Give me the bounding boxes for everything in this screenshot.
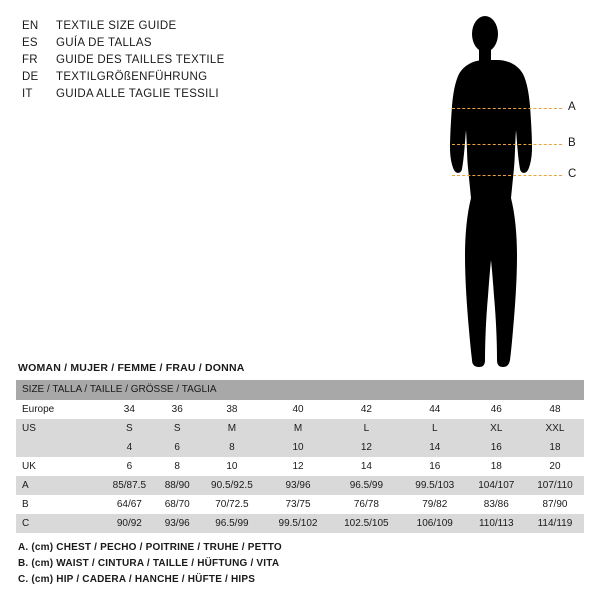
title-row [22,35,352,52]
cell: M [266,419,330,438]
table-row [16,495,584,514]
cell: 114/119 [526,514,584,533]
cell: M [198,419,266,438]
cell: 93/96 [266,476,330,495]
cell: 6 [157,438,198,457]
cell: 93/96 [157,514,198,533]
title-block [22,18,352,103]
cell: 99.5/103 [403,476,467,495]
measure-label-c: C [568,168,577,180]
size-table [16,380,584,533]
female-body-silhouette-icon [420,8,550,378]
title-text: TEXTILGRÖßENFÜHRUNG [56,71,208,83]
cell: 44 [403,400,467,419]
cell: 10 [198,457,266,476]
cell: 48 [526,400,584,419]
legend-line-b: B. (cm) WAIST / CINTURA / TAILLE / HÜFTUNG / VITA [18,558,280,569]
title-text: TEXTILE SIZE GUIDE [56,20,177,32]
table-row [16,438,584,457]
title-lang-code: EN [22,20,39,32]
title-lang-code: ES [22,37,38,49]
measure-line-b [452,144,562,145]
cell: 107/110 [526,476,584,495]
title-text: GUIDA ALLE TAGLIE TESSILI [56,88,219,100]
cell: 36 [157,400,198,419]
cell: 68/70 [157,495,198,514]
legend-line-c: C. (cm) HIP / CADERA / HANCHE / HÜFTE / HIPS [18,574,256,585]
measure-label-a: A [568,101,576,113]
cell: 87/90 [526,495,584,514]
cell: L [403,419,467,438]
cell: 96.5/99 [198,514,266,533]
cell: 20 [526,457,584,476]
cell: 90.5/92.5 [198,476,266,495]
cell: 40 [266,400,330,419]
cell: 42 [330,400,403,419]
title-row [22,52,352,69]
table-row [16,457,584,476]
row-label: B [16,495,102,514]
legend-line-a: A. (cm) CHEST / PECHO / POITRINE / TRUHE / PETTO [18,542,282,553]
title-row [22,18,352,35]
cell: 88/90 [157,476,198,495]
cell: XXL [526,419,584,438]
cell: S [157,419,198,438]
cell: 64/67 [102,495,157,514]
measure-line-a [452,108,562,109]
cell: 14 [330,457,403,476]
legend [18,540,578,588]
row-label [16,438,102,457]
cell: 76/78 [330,495,403,514]
title-row [22,86,352,103]
title-text: GUÍA DE TALLAS [56,37,152,49]
cell: 90/92 [102,514,157,533]
cell: 8 [157,457,198,476]
cell: L [330,419,403,438]
cell: 6 [102,457,157,476]
table-row [16,514,584,533]
row-label: Europe [16,400,102,419]
cell: 38 [198,400,266,419]
cell: 16 [403,457,467,476]
cell: 79/82 [403,495,467,514]
row-label: UK [16,457,102,476]
cell: 46 [467,400,526,419]
cell: 12 [330,438,403,457]
row-label: C [16,514,102,533]
cell: 34 [102,400,157,419]
title-lang-code: DE [22,71,39,83]
cell: 10 [266,438,330,457]
cell: 4 [102,438,157,457]
table-header-label: SIZE / TALLA / TAILLE / GRÖSSE / TAGLIA [16,380,584,400]
measure-line-c [452,175,562,176]
table-header-row [16,380,584,400]
cell: 70/72.5 [198,495,266,514]
title-text: GUIDE DES TAILLES TEXTILE [56,54,225,66]
cell: 99.5/102 [266,514,330,533]
row-label: A [16,476,102,495]
cell: 85/87.5 [102,476,157,495]
cell: 106/109 [403,514,467,533]
cell: 12 [266,457,330,476]
cell: 8 [198,438,266,457]
table-row [16,419,584,438]
cell: 18 [526,438,584,457]
cell: 104/107 [467,476,526,495]
cell: 102.5/105 [330,514,403,533]
title-row [22,69,352,86]
cell: 73/75 [266,495,330,514]
cell: 110/113 [467,514,526,533]
title-lang-code: FR [22,54,38,66]
cell: S [102,419,157,438]
cell: 16 [467,438,526,457]
table-row [16,400,584,419]
cell: 14 [403,438,467,457]
row-label: US [16,419,102,438]
title-lang-code: IT [22,88,33,100]
cell: 83/86 [467,495,526,514]
cell: 18 [467,457,526,476]
figure-diagram [400,8,590,378]
cell: 96.5/99 [330,476,403,495]
table-row [16,476,584,495]
measure-label-b: B [568,137,576,149]
section-header-woman: WOMAN / MUJER / FEMME / FRAU / DONNA [18,362,245,374]
cell: XL [467,419,526,438]
